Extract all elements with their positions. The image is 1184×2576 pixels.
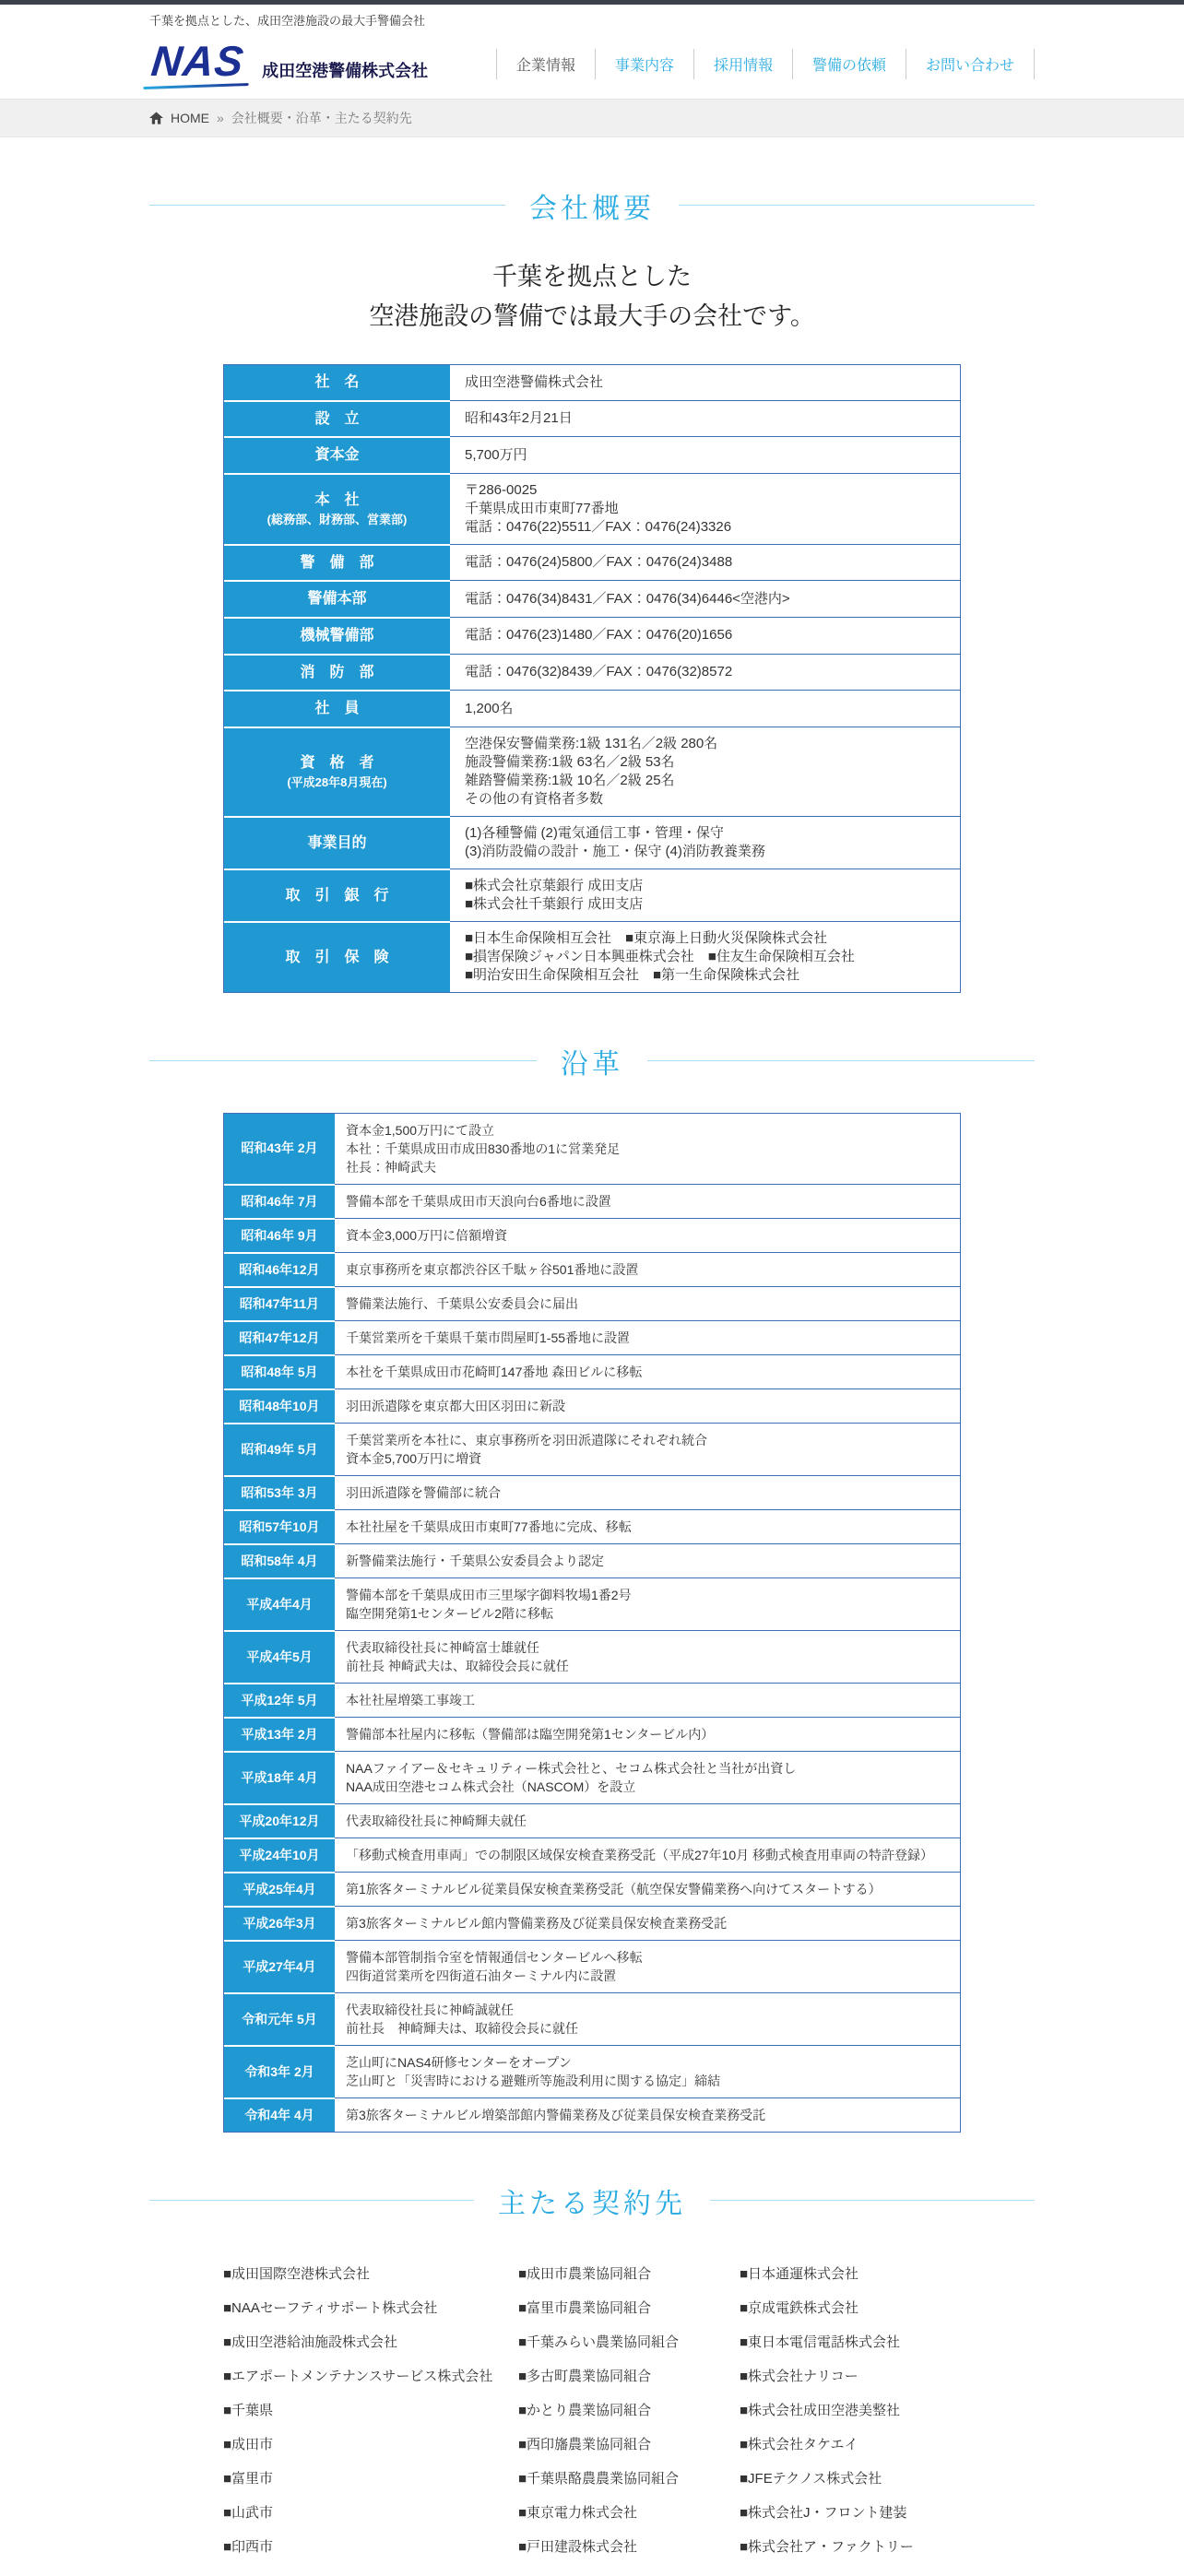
title-rule-left: [149, 1060, 537, 1061]
client-item: ■成田国際空港株式会社: [223, 2265, 371, 2282]
company-value-line: ■損害保険ジャパン日本興亜株式会社 ■住友生命保険相互会社: [465, 948, 855, 964]
company-label-text: 警 備 部: [300, 554, 374, 571]
home-icon: [149, 112, 163, 124]
company-table-value: [450, 544, 960, 581]
company-table-label: [224, 921, 450, 992]
section-head-history: [149, 1041, 1035, 1081]
history-text-line: 代表取締役社長に神崎富士雄就任: [346, 1639, 539, 1655]
history-row: [224, 1837, 960, 1872]
history-text: [335, 1803, 960, 1837]
history-text: [335, 1630, 960, 1683]
company-label-subtext: (平成28年8月現在): [287, 775, 387, 790]
overview-lead-line-1: 千葉を拠点とした: [492, 262, 692, 290]
company-value-line: 電話：0476(24)5800／FAX：0476(24)3488: [465, 554, 733, 571]
history-text: [335, 1717, 960, 1751]
company-value-line: ■明治安田生命保険相互会社 ■第一生命保険株式会社: [465, 966, 800, 983]
company-table-row: [224, 544, 960, 581]
title-rule-left: [149, 2200, 474, 2201]
company-value-line: その他の有資格者多数: [465, 790, 604, 807]
history-text-line: 警備本部を千葉県成田市天浪向台6番地に設置: [346, 1193, 611, 1209]
client-item: ■エアポートメンテナンスサービス株式会社: [223, 2368, 493, 2384]
client-item: ■株式会社J・フロント建装: [740, 2504, 907, 2521]
company-value-line: 電話：0476(23)1480／FAX：0476(20)1656: [465, 627, 733, 644]
nav-item-contact[interactable]: お問い合わせ: [906, 49, 1035, 79]
history-text: [335, 1992, 960, 2045]
history-row: [224, 1114, 960, 1184]
breadcrumb-current: 会社概要・沿革・主たる契約先: [231, 110, 412, 125]
client-item: ■印西市: [223, 2538, 274, 2555]
company-label-text: 設 立: [314, 410, 360, 427]
history-row: [224, 1184, 960, 1218]
client-item: ■成田市: [223, 2436, 274, 2452]
company-table-label: [224, 544, 450, 581]
company-value-line: 〒286-0025: [465, 481, 538, 498]
client-item: ■株式会社ア・ファクトリー: [740, 2538, 914, 2555]
history-date: 平成4年5月: [224, 1630, 335, 1683]
history-text: [335, 2045, 960, 2097]
history-date: 昭和46年 9月: [224, 1218, 335, 1252]
client-item: ■NAAセーフティサポート株式会社: [223, 2299, 438, 2316]
breadcrumb-bar: [0, 99, 1184, 137]
client-item: ■東京電力株式会社: [518, 2504, 638, 2521]
history-text-line: 代表取締役社長に神崎輝夫就任: [346, 1813, 527, 1828]
history-date: 平成25年4月: [224, 1872, 335, 1906]
company-table-value: [450, 690, 960, 727]
company-table-row: [224, 580, 960, 617]
history-row: [224, 1940, 960, 1992]
history-row: [224, 1354, 960, 1388]
section-head-overview: [149, 185, 1035, 226]
site-header: [0, 32, 1184, 99]
history-table: [223, 1113, 961, 2133]
client-column-1: [223, 2256, 518, 2563]
company-label-text: 本 社: [314, 491, 360, 508]
client-column-2: [518, 2256, 740, 2563]
history-text: [335, 1423, 960, 1475]
history-row: [224, 1543, 960, 1578]
company-label-text: 消 防 部: [300, 664, 374, 680]
client-item: ■千葉県酪農農業協同組合: [518, 2470, 680, 2487]
client-item: ■山武市: [223, 2504, 274, 2521]
company-table-value: [450, 869, 960, 921]
company-value-line: 施設警備業務:1級 63名／2級 53名: [465, 753, 675, 770]
history-text: [335, 1218, 960, 1252]
history-date: 平成18年 4月: [224, 1751, 335, 1803]
history-text-line: 第1旅客ターミナルビル従業員保安検査業務受託（航空保安警備業務へ向けてスタートする）: [346, 1881, 882, 1897]
history-text: [335, 1388, 960, 1423]
main-nav: [496, 49, 1035, 79]
logo-nas-text: NAS: [147, 41, 251, 88]
client-item: ■かとり農業協同組合: [518, 2402, 652, 2418]
history-date: 昭和46年12月: [224, 1252, 335, 1286]
history-date: 平成26年3月: [224, 1906, 335, 1940]
breadcrumb-home-link[interactable]: HOME: [171, 110, 209, 125]
history-text-line: 羽田派遣隊を警備部に統合: [346, 1484, 501, 1500]
history-section-title: 沿革: [561, 1048, 623, 1080]
history-text-line: 芝山町にNAS4研修センターをオープン: [346, 2054, 572, 2070]
company-table-row: [224, 473, 960, 544]
company-label-text: 資 格 者: [300, 754, 374, 771]
history-text-line: 千葉営業所を本社に、東京事務所を羽田派遣隊にそれぞれ統合: [346, 1432, 707, 1448]
history-text-line: 代表取締役社長に神崎誠就任: [346, 2002, 514, 2017]
history-text-line: 前社長 神崎武夫は、取締役会長に就任: [346, 1658, 569, 1673]
history-text: [335, 1286, 960, 1320]
history-row: [224, 1803, 960, 1837]
company-table-value: [450, 816, 960, 869]
client-item: ■日本通運株式会社: [740, 2265, 859, 2282]
history-text-line: 芝山町と「災害時における避難所等施設利用に関する協定」締結: [346, 2073, 720, 2088]
nav-item-request[interactable]: 警備の依頼: [792, 49, 906, 79]
company-table-label: [224, 436, 450, 473]
overview-lead-line-2: 空港施設の警備では最大手の会社です。: [369, 301, 815, 330]
history-text-line: 本社社屋増築工事竣工: [346, 1692, 475, 1707]
company-table-row: [224, 654, 960, 691]
company-value-line: 電話：0476(22)5511／FAX：0476(24)3326: [465, 518, 732, 535]
history-text-line: 前社長 神崎輝夫は、取締役会長に就任: [346, 2020, 578, 2036]
history-date: 平成4年4月: [224, 1578, 335, 1630]
breadcrumb: [149, 100, 1035, 136]
history-text-line: 「移動式検査用車両」での制限区域保安検査業務受託（平成27年10月 移動式検査用車両の特許登録）: [346, 1847, 934, 1862]
company-value-line: ■株式会社千葉銀行 成田支店: [465, 895, 644, 912]
company-table-label: [224, 365, 450, 400]
history-row: [224, 1286, 960, 1320]
company-value-line: ■日本生命保険相互会社 ■東京海上日動火災保険株式会社: [465, 929, 828, 946]
history-text-line: 羽田派遣隊を東京都大田区羽田に新設: [346, 1398, 565, 1413]
company-table-value: [450, 617, 960, 654]
history-date: 昭和43年 2月: [224, 1114, 335, 1184]
company-overview-table: [223, 364, 961, 993]
logo-company-name: 成田空港警備株式会社: [262, 61, 429, 80]
history-text: [335, 1751, 960, 1803]
company-table-value: [450, 654, 960, 691]
company-table-label: [224, 727, 450, 816]
history-text: [335, 1114, 960, 1184]
clients-grid: [223, 2256, 961, 2563]
main-content: [149, 185, 1035, 2576]
history-date: 令和元年 5月: [224, 1992, 335, 2045]
section-head-clients: [149, 2180, 1035, 2221]
company-label-text: 機械警備部: [300, 628, 374, 644]
history-text: [335, 1475, 960, 1509]
history-text-line: 本社社屋を千葉県成田市東町77番地に完成、移転: [346, 1518, 632, 1534]
history-row: [224, 1423, 960, 1475]
nav-item-recruit[interactable]: 採用情報: [693, 49, 792, 79]
history-date: 平成24年10月: [224, 1837, 335, 1872]
history-date: 令和4年 4月: [224, 2097, 335, 2132]
company-value-line: 昭和43年2月21日: [465, 409, 573, 426]
history-text-line: 資本金3,000万円に倍額増資: [346, 1227, 508, 1243]
company-table-value: [450, 727, 960, 816]
company-value-line: (1)各種警備 (2)電気通信工事・管理・保守: [465, 824, 724, 841]
company-table-label: [224, 473, 450, 544]
company-table-row: [224, 727, 960, 816]
client-item: ■株式会社成田空港美整社: [740, 2402, 901, 2418]
history-text: [335, 1578, 960, 1630]
company-value-line: 電話：0476(34)8431／FAX：0476(34)6446<空港内>: [465, 590, 790, 607]
company-value-line: 電話：0476(32)8439／FAX：0476(32)8572: [465, 663, 733, 679]
history-date: 昭和57年10月: [224, 1509, 335, 1543]
company-table-row: [224, 436, 960, 473]
clients-section-title: 主たる契約先: [498, 2188, 686, 2219]
history-text-line: NAA成田空港セコム株式会社（NASCOM）を設立: [346, 1778, 636, 1794]
history-row: [224, 1683, 960, 1717]
company-table-label: [224, 654, 450, 691]
site-tagline: 千葉を拠点とした、成田空港施設の最大手警備会社: [149, 14, 426, 28]
history-text-line: 本社：千葉県成田市成田830番地の1に営業発足: [346, 1140, 621, 1156]
company-table-label: [224, 690, 450, 727]
company-table-value: [450, 921, 960, 992]
client-item: ■西印旛農業協同組合: [518, 2436, 652, 2452]
history-date: 昭和48年10月: [224, 1388, 335, 1423]
history-date: 平成13年 2月: [224, 1717, 335, 1751]
history-row: [224, 1717, 960, 1751]
history-row: [224, 1751, 960, 1803]
history-date: 昭和48年 5月: [224, 1354, 335, 1388]
history-text-line: 資本金5,700万円に増資: [346, 1450, 482, 1466]
history-text-line: 第3旅客ターミナルビル館内警備業務及び従業員保安検査業務受託: [346, 1915, 728, 1931]
company-table-row: [224, 690, 960, 727]
client-column-3: [740, 2256, 961, 2563]
company-table-label: [224, 580, 450, 617]
history-text: [335, 1906, 960, 1940]
client-item: ■成田空港給油施設株式会社: [223, 2334, 398, 2350]
page-bottom-pad: [149, 2563, 1035, 2576]
title-rule-right: [710, 2200, 1035, 2201]
history-text: [335, 1940, 960, 1992]
client-item: ■千葉みらい農業協同組合: [518, 2334, 680, 2350]
company-value-line: 千葉県成田市東町77番地: [465, 500, 619, 516]
history-text-line: 警備業法施行、千葉県公安委員会に届出: [346, 1295, 578, 1311]
company-table-row: [224, 869, 960, 921]
company-table-label: [224, 617, 450, 654]
company-label-text: 社 名: [314, 374, 360, 391]
history-row: [224, 1388, 960, 1423]
company-value-line: (3)消防設備の設計・施工・保守 (4)消防教養業務: [465, 843, 765, 859]
history-text: [335, 1252, 960, 1286]
history-text-line: 警備部本社屋内に移転（警備部は臨空開発第1センタービル内）: [346, 1726, 715, 1742]
company-table-value: [450, 365, 960, 400]
history-date: 昭和47年11月: [224, 1286, 335, 1320]
company-label-text: 資本金: [314, 447, 360, 464]
history-row: [224, 1218, 960, 1252]
history-text-line: 資本金1,500万円にて設立: [346, 1122, 495, 1138]
company-table-value: [450, 580, 960, 617]
client-item: ■京成電鉄株式会社: [740, 2299, 859, 2316]
history-row: [224, 1320, 960, 1354]
history-row: [224, 1906, 960, 1940]
history-row: [224, 1475, 960, 1509]
history-text-line: 臨空開発第1センタービル2階に移転: [346, 1605, 554, 1621]
history-date: 昭和58年 4月: [224, 1543, 335, 1578]
history-row: [224, 1509, 960, 1543]
client-item: ■多古町農業協同組合: [518, 2368, 652, 2384]
history-text-line: 東京事務所を東京都渋谷区千駄ヶ谷501番地に設置: [346, 1261, 639, 1277]
history-date: 平成20年12月: [224, 1803, 335, 1837]
company-table-value: [450, 400, 960, 437]
company-value-line: 空港保安警備業務:1級 131名／2級 280名: [465, 735, 718, 751]
client-item: ■戸田建設株式会社: [518, 2538, 638, 2555]
history-date: 平成27年4月: [224, 1940, 335, 1992]
company-value-line: 1,200名: [465, 700, 514, 716]
company-value-line: ■株式会社京葉銀行 成田支店: [465, 877, 644, 893]
history-text: [335, 1837, 960, 1872]
company-table-label: [224, 816, 450, 869]
history-date: 昭和47年12月: [224, 1320, 335, 1354]
client-item: ■株式会社タケエイ: [740, 2436, 858, 2452]
history-row: [224, 1252, 960, 1286]
company-table-row: [224, 617, 960, 654]
history-text-line: 千葉営業所を千葉県千葉市問屋町1-55番地に設置: [346, 1329, 631, 1345]
history-date: 昭和49年 5月: [224, 1423, 335, 1475]
company-label-text: 取 引 銀 行: [285, 887, 389, 904]
history-text-line: 警備本部を千葉県成田市三里塚字御料牧場1番2号: [346, 1587, 632, 1602]
breadcrumb-separator: »: [217, 110, 224, 125]
company-table-label: [224, 400, 450, 437]
history-text-line: 警備本部管制指令室を情報通信センタービルへ移転: [346, 1949, 643, 1965]
title-rule-left: [149, 205, 505, 206]
company-value-line: 5,700万円: [465, 446, 527, 463]
history-text: [335, 1320, 960, 1354]
history-date: 平成12年 5月: [224, 1683, 335, 1717]
history-text-line: 本社を千葉県成田市花崎町147番地 森田ビルに移転: [346, 1364, 643, 1379]
history-text-line: 社長：神崎武夫: [346, 1159, 436, 1175]
client-item: ■JFEテクノス株式会社: [740, 2470, 882, 2487]
company-table-row: [224, 400, 960, 437]
overview-section-title: 会社概要: [529, 193, 655, 224]
history-text: [335, 2097, 960, 2132]
client-item: ■東日本電信電話株式会社: [740, 2334, 901, 2350]
company-label-text: 警備本部: [307, 591, 367, 608]
history-text: [335, 1184, 960, 1218]
history-row: [224, 1630, 960, 1683]
company-value-line: 成田空港警備株式会社: [465, 373, 604, 390]
history-row: [224, 1578, 960, 1630]
history-row: [224, 2097, 960, 2132]
company-label-subtext: (総務部、財務部、営業部): [266, 513, 408, 527]
history-row: [224, 2045, 960, 2097]
history-text: [335, 1683, 960, 1717]
history-date: 昭和46年 7月: [224, 1184, 335, 1218]
client-item: ■株式会社ナリコー: [740, 2368, 858, 2384]
history-text: [335, 1543, 960, 1578]
history-text: [335, 1509, 960, 1543]
history-text-line: 新警備業法施行・千葉県公安委員会より認定: [346, 1553, 604, 1568]
title-rule-right: [679, 205, 1035, 206]
company-table-value: [450, 436, 960, 473]
history-text-line: 四街道営業所を四街道石油ターミナル内に設置: [346, 1967, 617, 1983]
client-item: ■千葉県: [223, 2402, 274, 2418]
company-label-text: 取 引 保 険: [285, 949, 389, 965]
site-logo[interactable]: [148, 37, 429, 88]
history-text-line: 第3旅客ターミナルビル増築部館内警備業務及び従業員保安検査業務受託: [346, 2107, 766, 2122]
history-row: [224, 1872, 960, 1906]
nav-item-business[interactable]: 事業内容: [595, 49, 693, 79]
company-table-label: [224, 869, 450, 921]
client-item: ■成田市農業協同組合: [518, 2265, 652, 2282]
overview-lead: [149, 257, 1035, 337]
company-table-value: [450, 473, 960, 544]
client-item: ■富里市: [223, 2470, 274, 2487]
company-value-line: 雑踏警備業務:1級 10名／2級 25名: [465, 772, 675, 788]
history-date: 令和3年 2月: [224, 2045, 335, 2097]
company-table-row: [224, 365, 960, 400]
company-label-text: 事業目的: [307, 834, 367, 851]
history-date: 昭和53年 3月: [224, 1475, 335, 1509]
title-rule-right: [647, 1060, 1035, 1061]
nav-item-corporate[interactable]: 企業情報: [496, 49, 595, 79]
company-label-text: 社 員: [314, 701, 360, 717]
history-text: [335, 1354, 960, 1388]
history-row: [224, 1992, 960, 2045]
tagline-bar: [0, 5, 1184, 32]
history-text: [335, 1872, 960, 1906]
history-text-line: NAAファイアー＆セキュリティー株式会社と、セコム株式会社と当社が出資し: [346, 1760, 797, 1776]
company-table-row: [224, 816, 960, 869]
client-item: ■富里市農業協同組合: [518, 2299, 652, 2316]
company-table-row: [224, 921, 960, 992]
